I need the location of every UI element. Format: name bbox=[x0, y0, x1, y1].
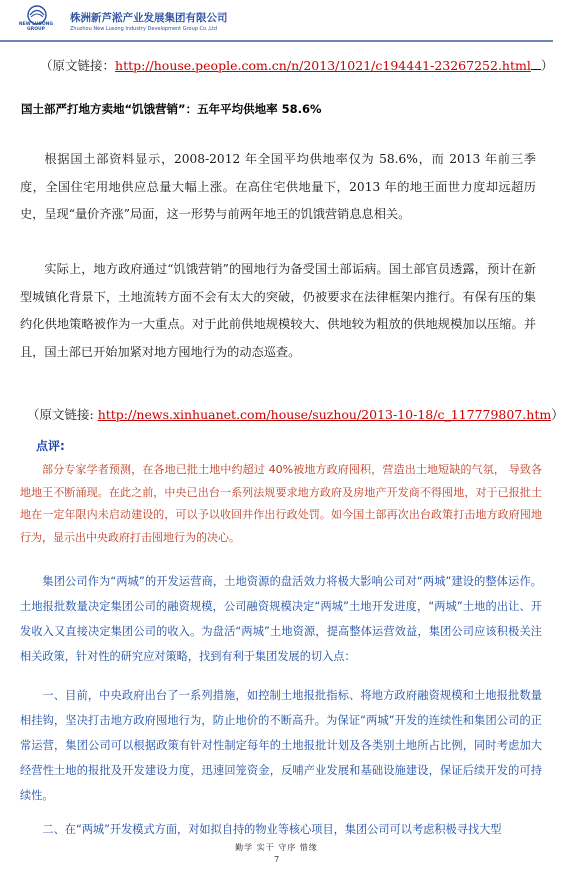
page-number: 7 bbox=[273, 855, 280, 864]
remark-analysis-paragraph-1: 集团公司作为“两城”的开发运营商，土地资源的盘活效力将极大影响公司对“两城”建设的整体运作。土地报批数量决定集团公司的融资规模，公司融资规模决定“两城”土地开发进度，“两城”土地的出让、开发收入又直接决定集团公司的收入。为盘活“两城”土地资源，提高整体运营效益，集团公司应该积极关注相关政策，针对性的研究应对策略，找到有利于集团发展的切入点： bbox=[20, 575, 542, 663]
footer-motto: 勤学 实干 守序 惜缘 bbox=[235, 843, 318, 852]
source-link-line-2 bbox=[27, 405, 564, 423]
source-underline-tail bbox=[531, 69, 541, 70]
company-name-cn: 株洲新芦淞产业发展集团有限公司 bbox=[70, 12, 228, 24]
remark-label: 点评: bbox=[36, 439, 65, 453]
article-title: 国土部严打地方卖地“饥饿营销”：五年平均供地率 58.6% bbox=[21, 102, 322, 116]
header-divider bbox=[0, 40, 553, 42]
remark-analysis-paragraph-2: 一、目前，中央政府出台了一系列措施，如控制土地报批指标、将地方政府融资规模和土地报批数量相挂钩，坚决打击地方政府囤地行为，防止地价的不断高升。为保证“两城”开发的连续性和集团公司的正常运营，集团公司可以根据政策有针对性制定每年的土地报批计划及各类别土地所占比例，同时考虑加大经营性土地的报批及开发建设力度，迅速回笼资金，反哺产业发展和基础设施建设，保证后续开发的可持续性。 bbox=[20, 689, 542, 802]
page-header bbox=[0, 0, 553, 44]
article-paragraph-2: 实际上，地方政府通过“饥饿营销”的囤地行为备受国土部诟病。国土部官员透露，预计在新型城镇化背景下，土地流转方面不会有太大的突破，仍被要求在法律框架内推行。有保有压的集约化供地策略被作为一大重点。对于此前供地规模较大、供地较为粗放的供地规模加以压缩。并且，国土部已开始加紧对地方囤地行为的动态巡查。 bbox=[20, 262, 536, 359]
article-paragraph-1: 根据国土部资料显示，2008-2012 年全国平均供地率仅为 58.6%，而 2013 年前三季度，全国住宅用地供应总量大幅上涨。在高住宅供地量下，2013 年的地王面世力度却远超历史，呈现“量价齐涨”局面，这一形势与前两年地王的饥饿营销息息相关。 bbox=[20, 152, 536, 221]
source-prefix: （原文链接: bbox=[27, 407, 98, 422]
remark-expert-paragraph: 部分专家学者预测，在各地已批土地中约超过 40%被地方政府囤积，营造出土地短缺的气氛， 导致各地地王不断涌现。在此之前，中央已出台一系列法规要求地方政府及房地产开发商不得囤地，对于已报批土地在一定年限内未启动建设的，可以予以收回并作出行政处罚。如今国土部再次出台政策打击地方政府囤地行为，显示出中央政府打击囤地行为的决心。 bbox=[20, 463, 542, 544]
logo-text: NEW LUSONG GROUP bbox=[18, 22, 54, 32]
source-link-line-1 bbox=[40, 56, 553, 74]
source-link-2[interactable]: http://news.xinhuanet.com/house/suzhou/2013-10-18/c_117779807.htm bbox=[97, 407, 552, 422]
company-name-en: Zhuzhou New Lusong Industry Development Group Co.,Ltd bbox=[70, 26, 218, 32]
source-prefix: （原文链接： bbox=[40, 58, 116, 73]
source-link-1[interactable]: http://house.people.com.cn/n/2013/1021/c194441-23267252.html bbox=[115, 58, 531, 73]
source-suffix: ） bbox=[551, 407, 564, 422]
remark-analysis-paragraph-3: 二、在“两城”开发模式方面，对如拟自持的物业等核心项目，集团公司可以考虑积极寻找大型 bbox=[42, 823, 502, 836]
source-suffix: ） bbox=[540, 58, 554, 73]
